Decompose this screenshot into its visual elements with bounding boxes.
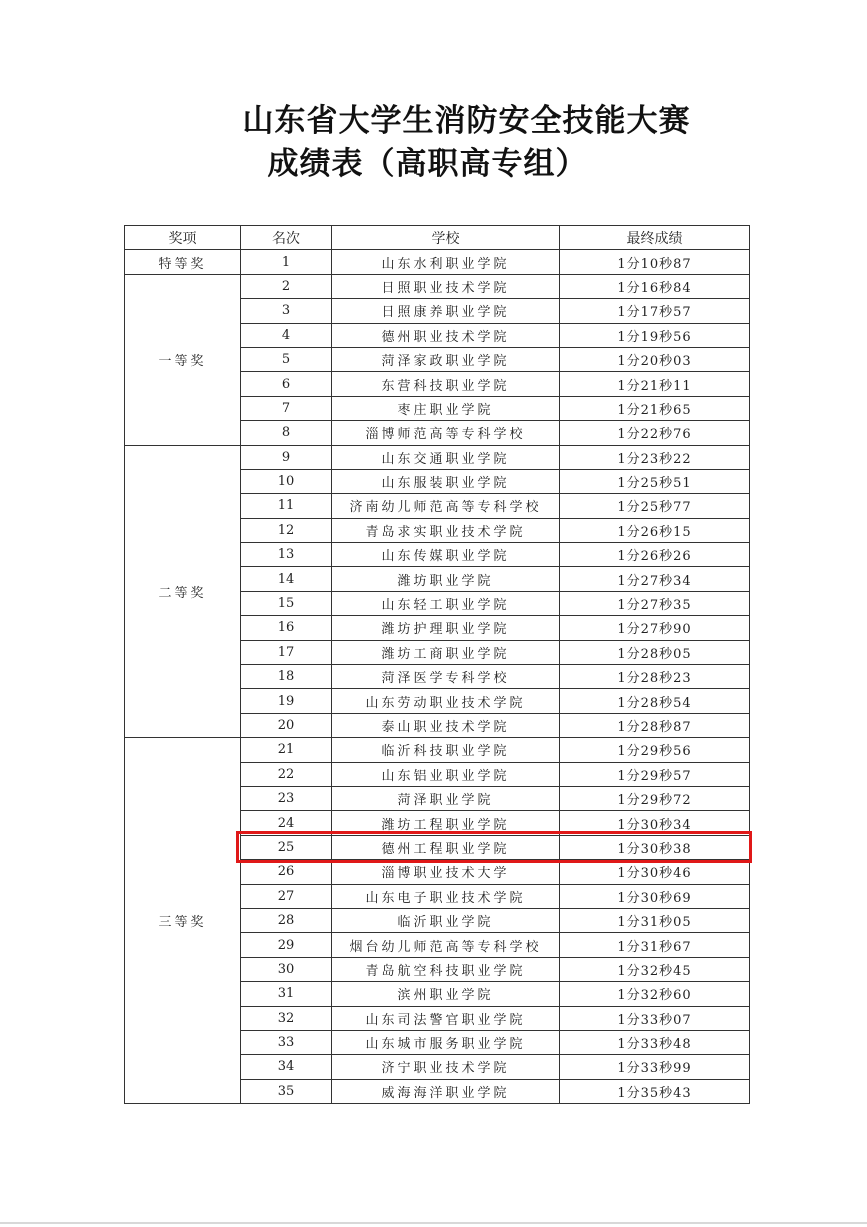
time-cell: 1分10秒87 [560, 250, 750, 274]
rank-cell: 20 [241, 713, 332, 737]
rank-cell: 6 [241, 372, 332, 396]
time-cell: 1分20秒03 [560, 347, 750, 371]
rank-cell: 8 [241, 421, 332, 445]
time-cell: 1分31秒67 [560, 933, 750, 957]
school-cell: 德州工程职业学院 [332, 835, 560, 859]
rank-cell: 24 [241, 811, 332, 835]
time-cell: 1分30秒38 [560, 835, 750, 859]
school-cell: 菏泽家政职业学院 [332, 347, 560, 371]
rank-cell: 7 [241, 396, 332, 420]
rank-cell: 16 [241, 616, 332, 640]
school-cell: 日照康养职业学院 [332, 299, 560, 323]
time-cell: 1分19秒56 [560, 323, 750, 347]
school-cell: 青岛求实职业技术学院 [332, 518, 560, 542]
school-cell: 山东轻工职业学院 [332, 591, 560, 615]
header-final-score: 最终成绩 [560, 226, 750, 250]
rank-cell: 2 [241, 274, 332, 298]
time-cell: 1分29秒72 [560, 786, 750, 810]
school-cell: 山东电子职业技术学院 [332, 884, 560, 908]
school-cell: 青岛航空科技职业学院 [332, 957, 560, 981]
time-cell: 1分21秒65 [560, 396, 750, 420]
time-cell: 1分22秒76 [560, 421, 750, 445]
school-cell: 滨州职业学院 [332, 982, 560, 1006]
table-row [125, 250, 750, 274]
rank-cell: 25 [241, 835, 332, 859]
time-cell: 1分28秒05 [560, 640, 750, 664]
award-cell: 一等奖 [125, 274, 241, 445]
page-bottom-divider [0, 1222, 867, 1224]
school-cell: 东营科技职业学院 [332, 372, 560, 396]
time-cell: 1分30秒46 [560, 860, 750, 884]
school-cell: 山东传媒职业学院 [332, 543, 560, 567]
school-cell: 烟台幼儿师范高等专科学校 [332, 933, 560, 957]
award-cell: 特等奖 [125, 250, 241, 274]
rank-cell: 18 [241, 665, 332, 689]
school-cell: 泰山职业技术学院 [332, 713, 560, 737]
time-cell: 1分21秒11 [560, 372, 750, 396]
page-subtitle: 成绩表（高职高专组） [267, 146, 588, 182]
rank-cell: 5 [241, 347, 332, 371]
school-cell: 菏泽职业学院 [332, 786, 560, 810]
time-cell: 1分25秒77 [560, 494, 750, 518]
time-cell: 1分17秒57 [560, 299, 750, 323]
results-table [124, 225, 750, 1104]
time-cell: 1分28秒23 [560, 665, 750, 689]
school-cell: 济宁职业技术学院 [332, 1055, 560, 1079]
time-cell: 1分33秒99 [560, 1055, 750, 1079]
time-cell: 1分29秒56 [560, 738, 750, 762]
table-row [125, 738, 750, 762]
time-cell: 1分26秒26 [560, 543, 750, 567]
results-body [125, 250, 750, 1104]
rank-cell: 4 [241, 323, 332, 347]
time-cell: 1分28秒54 [560, 689, 750, 713]
rank-cell: 30 [241, 957, 332, 981]
rank-cell: 3 [241, 299, 332, 323]
school-cell: 临沂科技职业学院 [332, 738, 560, 762]
rank-cell: 9 [241, 445, 332, 469]
rank-cell: 26 [241, 860, 332, 884]
time-cell: 1分32秒60 [560, 982, 750, 1006]
time-cell: 1分27秒35 [560, 591, 750, 615]
rank-cell: 27 [241, 884, 332, 908]
school-cell: 山东城市服务职业学院 [332, 1030, 560, 1054]
school-cell: 威海海洋职业学院 [332, 1079, 560, 1103]
rank-cell: 28 [241, 908, 332, 932]
school-cell: 潍坊工程职业学院 [332, 811, 560, 835]
time-cell: 1分25秒51 [560, 469, 750, 493]
rank-cell: 13 [241, 543, 332, 567]
time-cell: 1分33秒07 [560, 1006, 750, 1030]
rank-cell: 1 [241, 250, 332, 274]
time-cell: 1分27秒90 [560, 616, 750, 640]
time-cell: 1分26秒15 [560, 518, 750, 542]
table-row [125, 445, 750, 469]
time-cell: 1分30秒69 [560, 884, 750, 908]
rank-cell: 33 [241, 1030, 332, 1054]
rank-cell: 21 [241, 738, 332, 762]
award-cell: 三等奖 [125, 738, 241, 1104]
rank-cell: 14 [241, 567, 332, 591]
rank-cell: 15 [241, 591, 332, 615]
header-school: 学校 [332, 226, 560, 250]
time-cell: 1分30秒34 [560, 811, 750, 835]
rank-cell: 34 [241, 1055, 332, 1079]
school-cell: 临沂职业学院 [332, 908, 560, 932]
rank-cell: 31 [241, 982, 332, 1006]
table-row [125, 274, 750, 298]
school-cell: 山东劳动职业技术学院 [332, 689, 560, 713]
school-cell: 日照职业技术学院 [332, 274, 560, 298]
header-row [125, 226, 750, 250]
school-cell: 山东铝业职业学院 [332, 762, 560, 786]
school-cell: 山东服装职业学院 [332, 469, 560, 493]
rank-cell: 23 [241, 786, 332, 810]
rank-cell: 19 [241, 689, 332, 713]
school-cell: 淄博师范高等专科学校 [332, 421, 560, 445]
school-cell: 菏泽医学专科学校 [332, 665, 560, 689]
school-cell: 山东司法警官职业学院 [332, 1006, 560, 1030]
time-cell: 1分28秒87 [560, 713, 750, 737]
school-cell: 潍坊护理职业学院 [332, 616, 560, 640]
time-cell: 1分33秒48 [560, 1030, 750, 1054]
school-cell: 山东交通职业学院 [332, 445, 560, 469]
time-cell: 1分23秒22 [560, 445, 750, 469]
time-cell: 1分27秒34 [560, 567, 750, 591]
header-rank: 名次 [241, 226, 332, 250]
rank-cell: 10 [241, 469, 332, 493]
rank-cell: 17 [241, 640, 332, 664]
time-cell: 1分32秒45 [560, 957, 750, 981]
rank-cell: 29 [241, 933, 332, 957]
time-cell: 1分16秒84 [560, 274, 750, 298]
school-cell: 德州职业技术学院 [332, 323, 560, 347]
rank-cell: 35 [241, 1079, 332, 1103]
time-cell: 1分31秒05 [560, 908, 750, 932]
rank-cell: 22 [241, 762, 332, 786]
school-cell: 潍坊工商职业学院 [332, 640, 560, 664]
school-cell: 山东水利职业学院 [332, 250, 560, 274]
rank-cell: 11 [241, 494, 332, 518]
rank-cell: 12 [241, 518, 332, 542]
time-cell: 1分29秒57 [560, 762, 750, 786]
school-cell: 淄博职业技术大学 [332, 860, 560, 884]
school-cell: 潍坊职业学院 [332, 567, 560, 591]
time-cell: 1分35秒43 [560, 1079, 750, 1103]
school-cell: 济南幼儿师范高等专科学校 [332, 494, 560, 518]
header-award: 奖项 [125, 226, 241, 250]
school-cell: 枣庄职业学院 [332, 396, 560, 420]
award-cell: 二等奖 [125, 445, 241, 738]
rank-cell: 32 [241, 1006, 332, 1030]
page-title: 山东省大学生消防安全技能大赛 [242, 103, 691, 139]
